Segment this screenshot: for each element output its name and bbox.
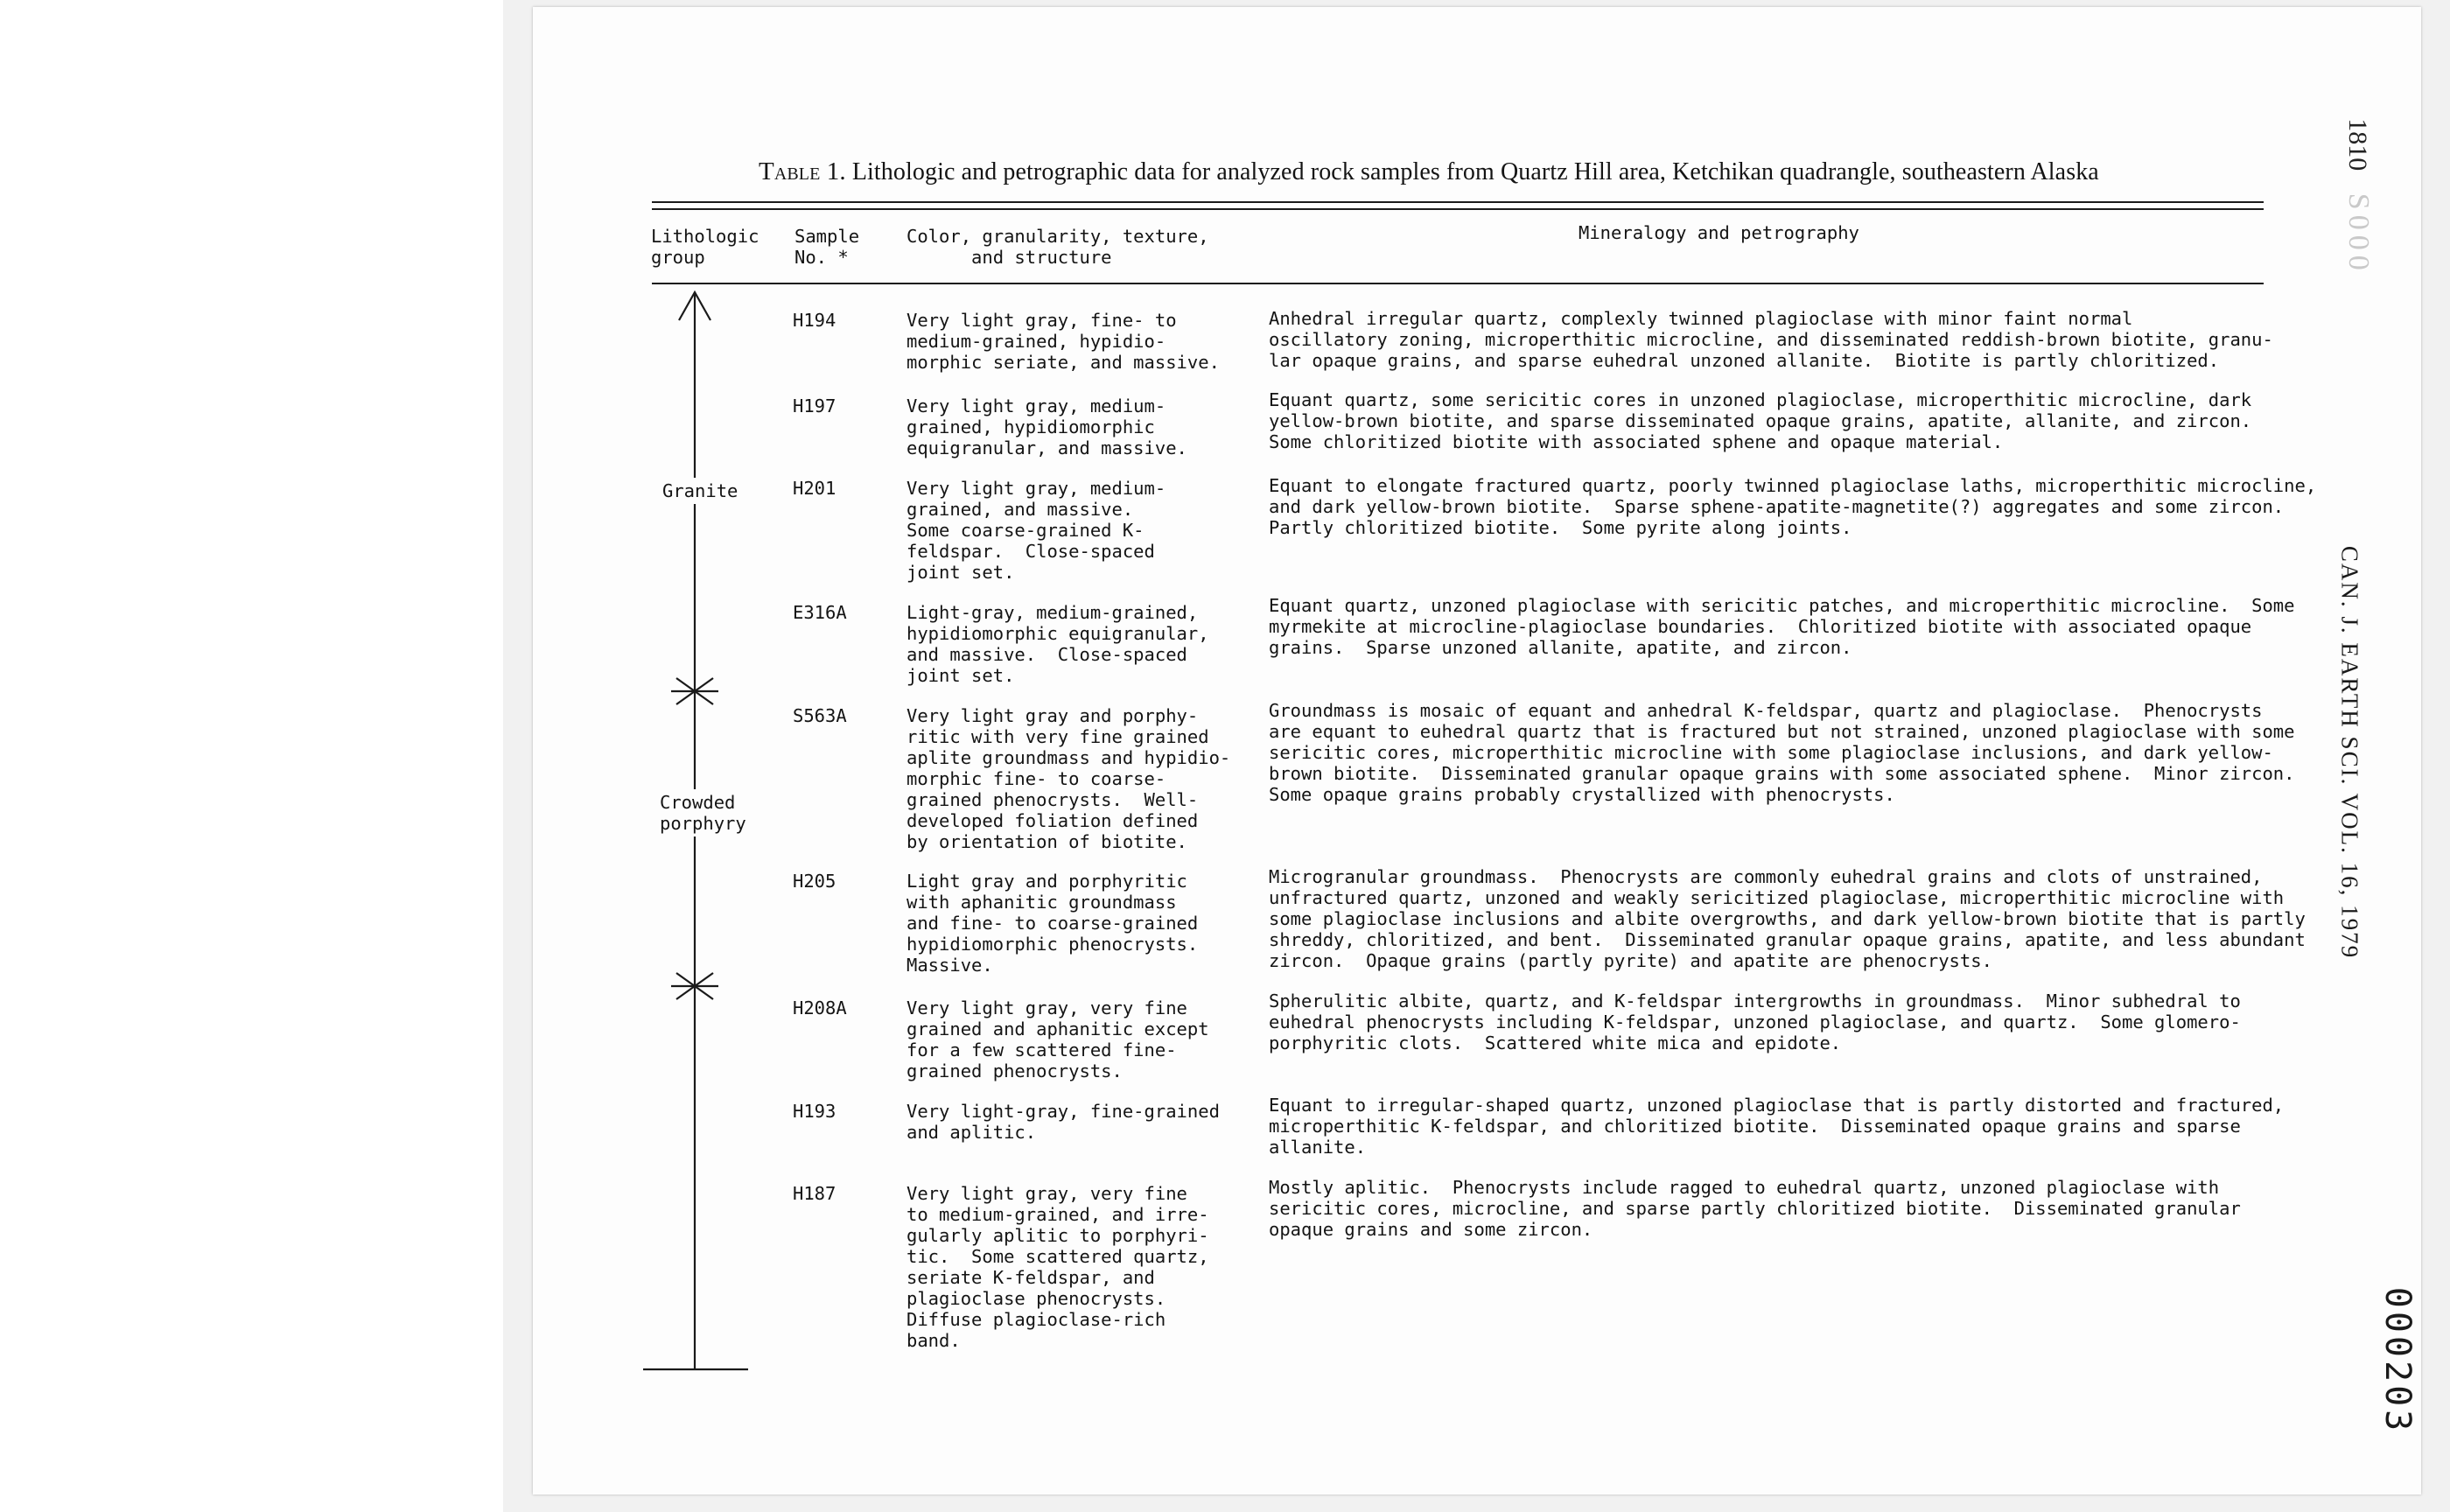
sample-id: H197 bbox=[793, 396, 836, 416]
header-sample-no: Sample No. * bbox=[794, 226, 860, 268]
color-texture-cell: Very light gray, medium- grained, and massive. Some coarse-grained K- feldspar. Close-spaced joint set. bbox=[906, 478, 1166, 583]
sample-id: H187 bbox=[793, 1183, 836, 1204]
mineralogy-cell: Equant quartz, unzoned plagioclase with sericitic patches, and microperthitic microcline. Some myrmekite at microcline-plagioclase boundaries. Chloritized biotite with associated opaque grains. Sparse unzoned allanite, apatite, and zircon. bbox=[1269, 595, 2295, 658]
mineralogy-cell: Equant to elongate fractured quartz, poorly twinned plagioclase laths, microperthitic microcline, and dark yellow-brown biotite. Sparse sphene-apatite-magnetite(?) aggregates and some zircon. Partly chloritized biotite. Some pyrite along joints. bbox=[1269, 475, 2317, 538]
group-label-crowded-porphyry: Crowded porphyry bbox=[658, 789, 748, 836]
left-margin bbox=[0, 0, 503, 1512]
journal-running-head bbox=[2314, 545, 2384, 960]
top-rule-1 bbox=[652, 201, 2264, 203]
mineralogy-cell: Anhedral irregular quartz, complexly twinned plagioclase with minor faint normal oscillatory zoning, microperthitic microcline, and disseminated reddish-brown biotite, granu- lar opaque grains, and sparse euhedral unzoned allanite. Biotite is partly chloritized. bbox=[1269, 308, 2273, 371]
header-lithologic-group: Lithologic group bbox=[651, 226, 760, 268]
mineralogy-cell: Equant to irregular-shaped quartz, unzoned plagioclase that is partly distorted and fractured, microperthitic K-feldspar, and chloritized biotite. Disseminated opaque grains and sparse allanite. bbox=[1269, 1095, 2285, 1158]
color-texture-cell: Very light-gray, fine-grained and aplitic. bbox=[906, 1101, 1220, 1143]
mineralogy-cell: Spherulitic albite, quartz, and K-feldspar intergrowths in groundmass. Minor subhedral to euhedral phenocrysts including K-feldspar, unzoned plagioclase, and quartz. Some glomero- porphyritic clots. Scattered white mica and epidote. bbox=[1269, 990, 2241, 1054]
color-texture-cell: Very light gray, very fine grained and aphanitic except for a few scattered fine- grained phenocrysts. bbox=[906, 998, 1209, 1082]
sample-id: H205 bbox=[793, 871, 836, 892]
faded-page-stamp: S000 bbox=[2342, 192, 2375, 276]
mineralogy-cell: Groundmass is mosaic of equant and anhedral K-feldspar, quartz and plagioclase. Phenocrysts are equant to euhedral quartz that is fractured but not strained, unzoned plagioclase with some sericitic cores, microperthitic microcline with some plagioclase inclusions, and dark yellow- brown biotite. Disseminated granular opaque grains with some associated sphene. Minor zircon. Some opaque grains probably crystallized with phenocrysts. bbox=[1269, 700, 2295, 805]
color-texture-cell: Light-gray, medium-grained, hypidiomorphic equigranular, and massive. Close-spaced joint set. bbox=[906, 602, 1209, 686]
group-label-granite: Granite bbox=[661, 478, 739, 504]
archive-number: 000203 bbox=[2377, 1286, 2418, 1435]
color-texture-cell: Very light gray, very fine to medium-grained, and irre- gularly aplitic to porphyri- tic. Some scattered quartz, seriate K-feldspar, and plagioclase phenocrysts. Diffuse plagioclase-rich band. bbox=[906, 1183, 1209, 1351]
table-title bbox=[759, 158, 2194, 186]
mineralogy-cell: Equant quartz, some sericitic cores in unzoned plagioclase, microperthitic microcline, dark yellow-brown biotite, and sparse disseminated opaque grains, apatite, allanite, and zircon. Some chloritized biotite with associated sphene and opaque material. bbox=[1269, 389, 2252, 452]
sample-id: H201 bbox=[793, 478, 836, 499]
sample-id: H208A bbox=[793, 998, 847, 1018]
color-texture-cell: Very light gray and porphy- ritic with very fine grained aplite groundmass and hypidio- morphic fine- to coarse- grained phenocrysts. Well- developed foliation defined by orientation of biotite. bbox=[906, 705, 1231, 852]
sample-id: S563A bbox=[793, 705, 847, 726]
sample-id: E316A bbox=[793, 602, 847, 623]
page-number: 1810 bbox=[2343, 118, 2372, 172]
color-texture-cell: Very light gray, medium- grained, hypidiomorphic equigranular, and massive. bbox=[906, 396, 1187, 458]
mineralogy-cell: Microgranular groundmass. Phenocrysts are commonly euhedral grains and clots of unstrained, unfractured quartz, unzoned and weakly sericitized plagioclase, microperthitic microcline with some plagioclase inclusions and albite overgrowths, and dark yellow-brown biotite that is partly shreddy, chloritized, and bent. Disseminated granular opaque grains, apatite, and less abundant zircon. Opaque grains (partly pyrite) and apatite are phenocrysts. bbox=[1269, 866, 2306, 971]
table-label: Table 1. bbox=[759, 158, 846, 186]
color-texture-cell: Very light gray, fine- to medium-grained, hypidio- morphic seriate, and massive. bbox=[906, 310, 1220, 373]
journal-citation: CAN. J. EARTH SCI. VOL. 16, 1979 bbox=[2336, 545, 2363, 960]
sample-id: H193 bbox=[793, 1101, 836, 1122]
color-texture-cell: Light gray and porphyritic with aphanitic groundmass and fine- to coarse-grained hypidiomorphic phenocrysts. Massive. bbox=[906, 871, 1199, 976]
table-caption: Lithologic and petrographic data for analyzed rock samples from Quartz Hill area, Ketchikan quadrangle, southeastern Alaska bbox=[845, 158, 2099, 186]
header-color-texture: Color, granularity, texture, and structure bbox=[906, 226, 1209, 268]
sample-id: H194 bbox=[793, 310, 836, 331]
archive-stamp bbox=[2362, 1278, 2432, 1444]
header-rule bbox=[652, 283, 2264, 284]
top-rule-2 bbox=[652, 208, 2264, 210]
mineralogy-cell: Mostly aplitic. Phenocrysts include ragged to euhedral quartz, unzoned plagioclase with sericitic cores, microcline, and sparse partly chloritized biotite. Disseminated granular opaque grains and some zircon. bbox=[1269, 1177, 2241, 1240]
header-mineralogy: Mineralogy and petrography bbox=[1578, 222, 1859, 243]
page-number-stamp bbox=[2332, 96, 2384, 298]
